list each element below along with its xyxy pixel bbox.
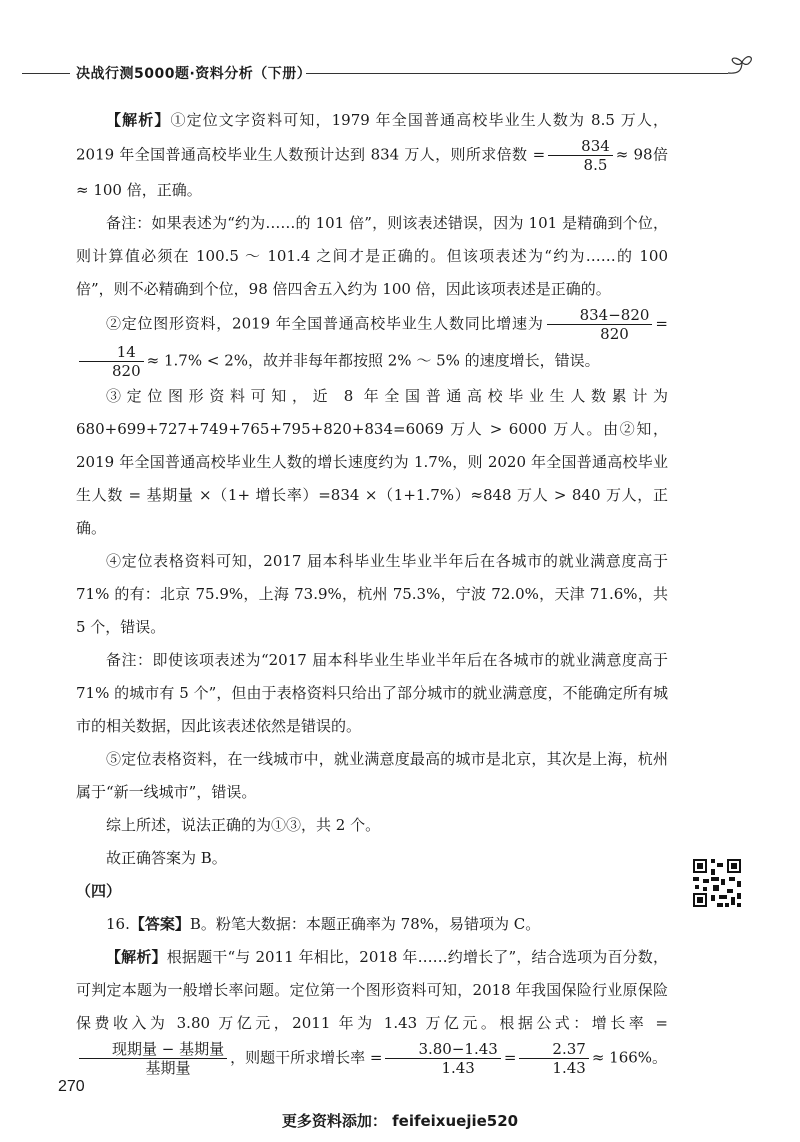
analysis-paragraph-1: 【解析】①定位文字资料可知，1979 年全国普通高校毕业生人数为 8.5 万人，2019 年全国普通高校毕业生人数预计达到 834 万人，则所求倍数 = $\frac{834}{8.5}$ ≈ 98倍 ≈ 100 倍，正确。	[76, 111, 668, 199]
analysis-paragraph-2: ②定位图形资料，2019 年全国普通高校毕业生人数同比增速为 $\frac{834-820}{820}$ = $\frac{14}{820}$ ≈ 1.7% < 2%，故并非每年都按照 2% ～ 5% 的速度增长，错误。	[76, 306, 668, 380]
header-rule-right	[306, 73, 728, 74]
analysis-paragraph-4: ④定位表格资料可知，2017 届本科毕业生毕业半年后在各城市的就业满意度高于 71% 的有：北京 75.9%，上海 73.9%，杭州 75.3%，宁波 72.0%，天津 71.6%，共 5 个，错误。	[76, 552, 668, 636]
analysis-paragraph-5: ⑤定位表格资料，在一线城市中，就业满意度最高的城市是北京，其次是上海，杭州属于“新一线城市”，错误。	[76, 750, 668, 801]
question-16-answer: 16.【答案】B。粉笔大数据：本题正确率为 78%，易错项为 C。	[106, 915, 541, 933]
note-paragraph-1: 备注：如果表述为“约为……的 101 倍”，则该表述错误，因为 101 是精确到个位，则计算值必须在 100.5 ～ 101.4 之间才是正确的。但该项表述为“约为……的 100 倍”，则不必精确到个位，98 倍四舍五入约为 100 倍，因此该项表述是正确的。	[76, 214, 668, 298]
page-number: 270	[58, 1078, 85, 1095]
fraction-834-over-8-5: $\frac{834}{8.5}$	[548, 137, 613, 174]
page-body	[76, 104, 668, 1077]
fraction-2-37-over-1-43: $\frac{2.37}{1.43}$	[519, 1040, 588, 1077]
answer-label: 【答案】	[129, 915, 190, 933]
analysis-label: 【解析】	[106, 948, 167, 966]
running-header	[0, 58, 800, 88]
summary-paragraph: 综上所述，说法正确的为①③，共 2 个。	[106, 816, 381, 834]
footer-contact: 更多资料添加： feifeixuejie520	[281, 1112, 519, 1130]
fraction-growth: $\frac{834-820}{820}$	[547, 306, 653, 343]
fraction-14-over-820: $\frac{14}{820}$	[79, 343, 144, 380]
analysis-paragraph-3: ③定位图形资料可知，近 8 年全国普通高校毕业生人数累计为 680+699+727+749+765+795+820+834=6069 万人 > 6000 万人。由②知，2019 年全国普通高校毕业生人数的增长速度约为 1.7%，则 2020 年全国普通高校毕业生人数 = 基期量 ×（1+ 增长率）=834 ×（1+1.7%）≈848 万人 > 840 万人，正确。	[76, 387, 668, 537]
question-16-analysis: 【解析】根据题干“与 2011 年相比，2018 年……约增长了”，结合选项为百分数，可判定本题为一般增长率问题。定位第一个图形资料可知，2018 年我国保险行业原保险保费收入为 3.80 万亿元，2011 年为 1.43 万亿元。根据公式：增长率 = $\frac{\text{现期量 − 基期量}}{\text{基期量}}$ ，则题干所求增长率 = $\frac{3.80-1.43}{1.43}$ = $\frac{2.37}{1.43}$ ≈ 166%。	[76, 948, 668, 1077]
header-rule-left	[22, 73, 70, 74]
header-title: 决战行测5000题·资料分析（下册）	[76, 66, 312, 82]
note-paragraph-2: 备注：即使该项表述为“2017 届本科毕业生毕业半年后在各城市的就业满意度高于 71% 的城市有 5 个”，但由于表格资料只给出了部分城市的就业满意度，不能确定所有城市的相关数据，因此该表述依然是错误的。	[76, 651, 668, 735]
sprout-icon	[724, 52, 758, 82]
answer-paragraph: 故正确答案为 B。	[106, 849, 227, 867]
analysis-label: 【解析】	[106, 111, 171, 129]
fraction-growth-formula: $\frac{\text{现期量 − 基期量}}{\text{基期量}}$	[79, 1040, 227, 1077]
section-heading: （四）	[76, 882, 122, 900]
question-number: 16.	[106, 915, 130, 933]
qr-code-icon[interactable]	[691, 857, 743, 909]
fraction-difference: $\frac{3.80-1.43}{1.43}$	[385, 1040, 500, 1077]
